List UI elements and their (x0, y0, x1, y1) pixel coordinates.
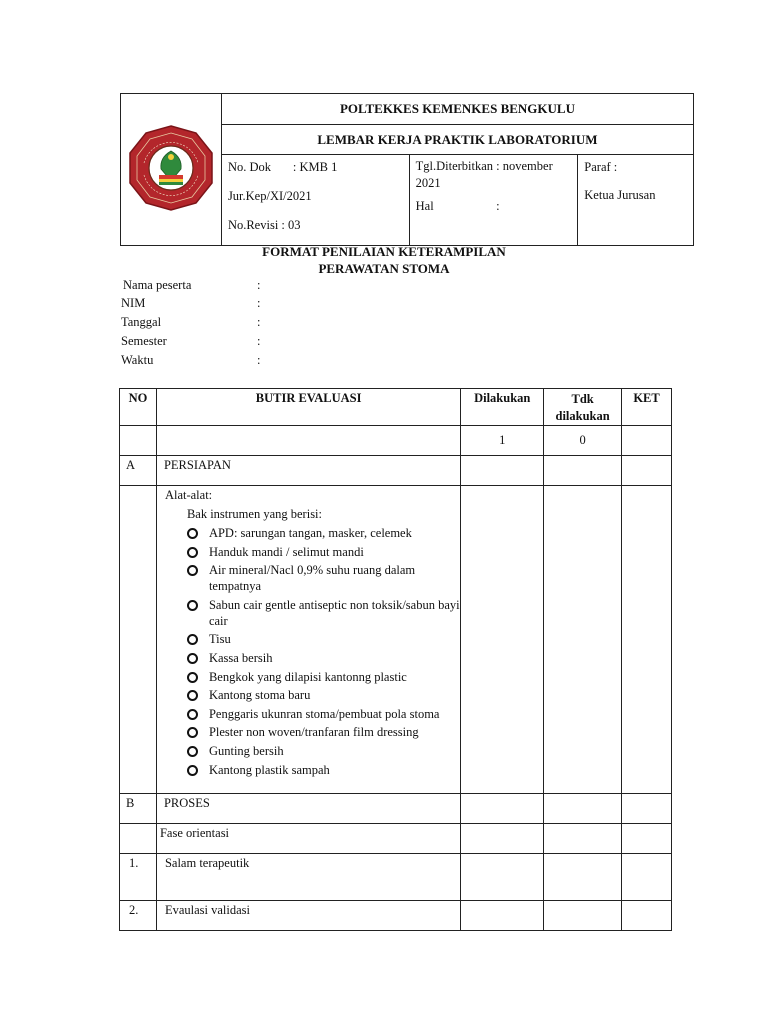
colon-waktu: : (257, 353, 261, 367)
label-nim: NIM (121, 296, 146, 310)
col-header-butir: BUTIR EVALUASI (156, 389, 460, 426)
list-item (187, 631, 460, 647)
list-item (187, 525, 460, 541)
doc-number-cell (221, 155, 409, 246)
remark-cell[interactable] (622, 824, 672, 854)
circle-bullet-icon (187, 528, 198, 539)
circle-bullet-icon (187, 727, 198, 738)
list-item (187, 706, 460, 722)
remark-cell[interactable] (622, 901, 672, 931)
list-item-label: Plester non woven/tranfaran film dressing (208, 725, 419, 740)
checkbox-cell[interactable] (544, 794, 622, 824)
section-a-row (120, 456, 672, 486)
label-tanggal: Tanggal (121, 315, 162, 329)
no-dok: No. Dok : KMB 1 (227, 160, 338, 174)
ketua-jurusan: Ketua Jurusan (584, 188, 656, 202)
step-label: Evaulasi validasi (156, 901, 460, 931)
checkbox-cell[interactable] (544, 854, 622, 901)
list-item-label: APD: sarungan tangan, masker, celemek (208, 526, 412, 540)
circle-bullet-icon (187, 634, 198, 645)
equipment-list (187, 525, 460, 778)
list-item (187, 597, 460, 629)
list-item (187, 562, 460, 594)
checkbox-cell[interactable] (461, 854, 544, 901)
step-no: 2. (120, 901, 157, 931)
col-header-ket: KET (622, 389, 672, 426)
list-item-label: Kantong plastik sampah (208, 762, 330, 777)
section-a-label: PERSIAPAN (156, 456, 460, 486)
colon-tanggal: : (257, 315, 261, 329)
form-title-line2: PERAWATAN STOMA (318, 261, 450, 276)
equipment-row (120, 486, 672, 794)
evaluation-table (119, 388, 672, 931)
list-item-label: Kantong stoma baru (208, 688, 311, 703)
bak-label: Bak instrumen yang berisi: (186, 507, 322, 521)
fase-label: Fase orientasi (156, 824, 460, 854)
section-a-no: A (120, 456, 157, 486)
label-waktu: Waktu (121, 353, 154, 367)
list-item-label: Gunting bersih (208, 743, 284, 758)
checkbox-cell[interactable] (544, 901, 622, 931)
no-revisi: No.Revisi : 03 (227, 218, 301, 232)
step-no: 1. (120, 854, 157, 901)
col-header-tdk: Tdk dilakukan (544, 389, 622, 426)
hal: Hal : (415, 199, 500, 213)
circle-bullet-icon (187, 672, 198, 683)
section-b-row (120, 794, 672, 824)
checkbox-cell[interactable] (461, 824, 544, 854)
circle-bullet-icon (187, 690, 198, 701)
checkbox-cell[interactable] (461, 901, 544, 931)
section-b-label: PROSES (156, 794, 460, 824)
poltekkes-logo-icon (126, 123, 216, 213)
checkbox-cell[interactable] (461, 486, 544, 794)
circle-bullet-icon (187, 600, 198, 611)
list-item-label: Handuk mandi / selimut mandi (208, 544, 364, 559)
circle-bullet-icon (187, 547, 198, 558)
checkbox-cell[interactable] (544, 486, 622, 794)
checkbox-cell[interactable] (544, 456, 622, 486)
remark-cell[interactable] (622, 794, 672, 824)
list-item (187, 544, 460, 560)
circle-bullet-icon (187, 765, 198, 776)
circle-bullet-icon (187, 653, 198, 664)
jur-kep: Jur.Kep/XI/2021 (227, 189, 312, 203)
list-item-label: Penggaris ukunran stoma/pembuat pola stoma (208, 706, 440, 721)
institution-name: POLTEKKES KEMENKES BENGKULU (221, 94, 693, 125)
list-item-label: Tisu (208, 632, 231, 647)
colon-nama: : (257, 278, 261, 292)
document-title: LEMBAR KERJA PRAKTIK LABORATORIUM (221, 125, 693, 155)
colon-nim: : (257, 296, 261, 310)
paraf: Paraf : (584, 160, 618, 174)
tgl-diterbitkan: Tgl.Diterbitkan : november 2021 (415, 159, 553, 190)
list-item-label: Kassa bersih (208, 650, 273, 665)
circle-bullet-icon (187, 746, 198, 757)
document-header (120, 93, 694, 246)
list-item-label: Air mineral/Nacl 0,9% suhu ruang dalam tempatnya (208, 563, 416, 594)
issued-date-cell (409, 155, 578, 246)
list-item (187, 687, 460, 703)
list-item (187, 743, 460, 759)
remark-cell[interactable] (622, 486, 672, 794)
label-nama-peserta: Nama peserta (123, 278, 192, 292)
step-row (120, 854, 672, 901)
list-item (187, 650, 460, 666)
logo-cell (121, 94, 222, 246)
col-header-no: NO (120, 389, 157, 426)
remark-cell[interactable] (622, 456, 672, 486)
list-item-label: Bengkok yang dilapisi kantonng plastic (208, 669, 407, 684)
remark-cell[interactable] (622, 854, 672, 901)
table-header-row (120, 389, 672, 426)
signature-cell (578, 155, 694, 246)
list-item-label: Sabun cair gentle antiseptic non toksik/sabun bayi cair (208, 597, 460, 628)
label-semester: Semester (121, 334, 167, 348)
list-item (187, 724, 460, 740)
section-b-no: B (120, 794, 157, 824)
score-tdk: 0 (544, 426, 622, 456)
circle-bullet-icon (187, 709, 198, 720)
checkbox-cell[interactable] (461, 456, 544, 486)
equipment-list-cell (156, 486, 460, 794)
list-item (187, 762, 460, 778)
score-row (120, 426, 672, 456)
checkbox-cell[interactable] (461, 794, 544, 824)
fase-row (120, 824, 672, 854)
step-label: Salam terapeutik (156, 854, 460, 901)
checkbox-cell[interactable] (544, 824, 622, 854)
step-row (120, 901, 672, 931)
score-dilakukan: 1 (461, 426, 544, 456)
form-title-line1: FORMAT PENILAIAN KETERAMPILAN (262, 244, 506, 259)
colon-semester: : (257, 334, 261, 348)
circle-bullet-icon (187, 565, 198, 576)
col-header-dilakukan: Dilakukan (461, 389, 544, 426)
list-item (187, 669, 460, 685)
alat-label: Alat-alat: (164, 488, 213, 502)
